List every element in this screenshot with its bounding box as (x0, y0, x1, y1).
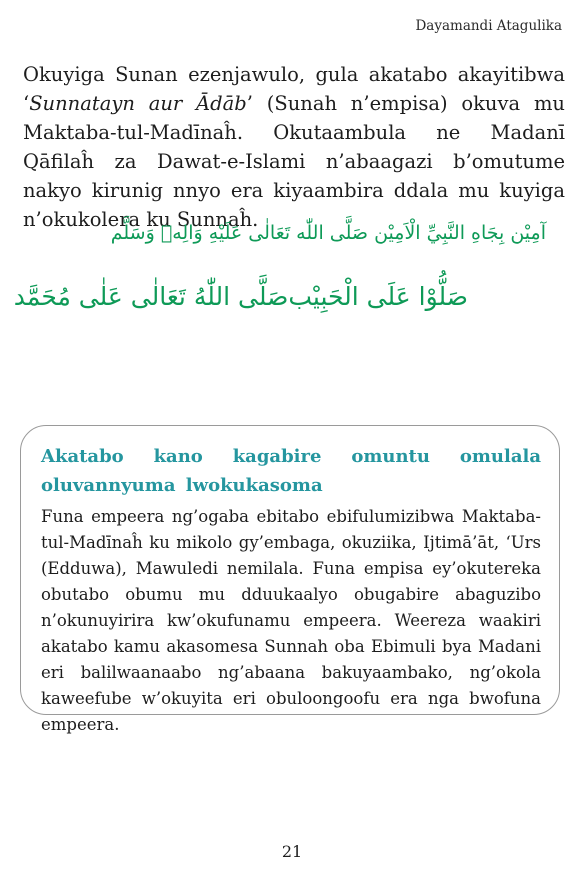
salawat-line (13, 282, 468, 311)
page-number: 21 (281, 842, 303, 861)
intro-paragraph (23, 60, 565, 234)
box-heading: Akatabo kano kagabire omuntu omulala oluvannyuma lwokukasoma (41, 446, 541, 496)
running-header: Dayamandi Atagulika (415, 18, 562, 34)
salawat-response: صَلَّى اللّٰهُ تَعَالٰى عَلٰى مُحَمَّد (13, 282, 289, 311)
arabic-dua: آمِيْن بِجَاهِ النَّبِيِّ الْاَمِيْن صَلَّى اللّٰه تَعَالٰى عَلَيْهِ وَالِهٖ وَسَلَّم (110, 222, 546, 244)
gift-book-box (20, 425, 560, 734)
salawat-call: صَلُّوْا عَلَى الْحَبِيْب (288, 282, 468, 311)
intro-text-start: Okuyiga Sunan ezenjawulo, gula akatabo akayitibwa ‘ (23, 63, 565, 115)
intro-text-end: ’ (Sunah n’empisa) okuva mu Maktaba-tul-Madīnaĥ. Okutaambula ne Madanī Qāfilaĥ za Dawat-e-Islami n’abaagazi b’omutume nakyo kirunig nnyo era kiyaambira ddala mu kuyiga n’okukolera ku Sunnaĥ. (23, 92, 565, 231)
book-title: Sunnatayn aur Ādāb (29, 92, 247, 115)
box-body-text: Funa empeera ng’ogaba ebitabo ebifulumizibwa Maktaba-tul-Madīnaĥ ku mikolo gy’embaga, okuziika, Ijtimā’āt, ‘Urs (Edduwa), Mawuledi nemilala. Funa empisa ey’okutereka obutabo obumu mu dduukaalyo obugabire abaguzibo n’okunuyirira kw’okufunamu empeera. Weereza waakiri akatabo kamu akasomesa Sunnah oba Ebimuli bya Madani eri balilwaanaabo ng’abaana bakuyaambako, ng’okola kaweefube w’okuyita eri obuloongoofu era nga bwofuna empeera. (41, 507, 541, 734)
